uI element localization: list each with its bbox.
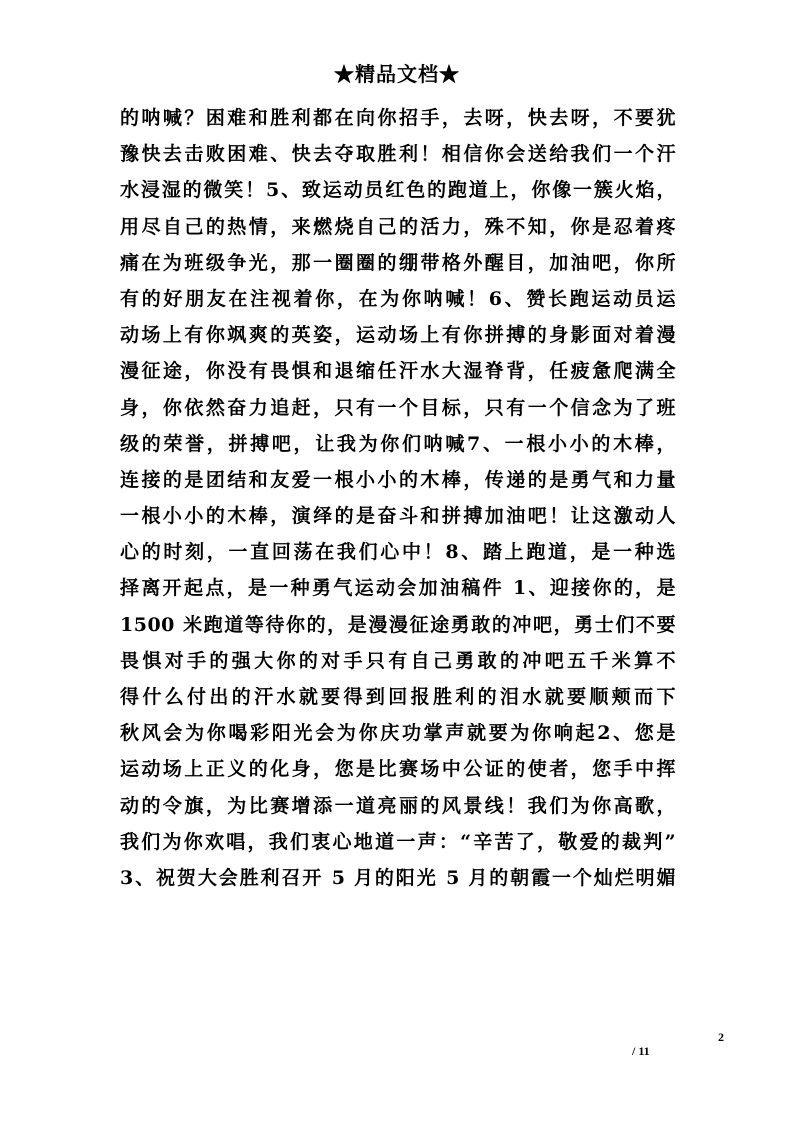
- text-line: 漫征途，你没有畏惧和退缩任汗水大湿脊背，任疲惫爬满全: [120, 360, 676, 383]
- text-line: 畏惧对手的强大你的对手只有自己勇敢的冲吧五千米算不: [120, 649, 676, 672]
- document-body: [120, 100, 676, 896]
- text-line: 连接的是团结和友爱一根小小的木棒，传递的是勇气和力量: [120, 468, 676, 491]
- document-header-title: ★精品文档★: [334, 62, 460, 86]
- text-line: 的呐喊？困难和胜利都在向你招手，去呀，快去呀，不要犹: [120, 107, 676, 129]
- text-line: 我们为你欢唱，我们衷心地道一声：“辛苦了，敬爱的裁判”: [120, 830, 676, 853]
- text-line: 动的令旗，为比赛增添一道亮丽的风景线！我们为你高歌，: [120, 794, 676, 817]
- text-line: 身，你依然奋力追赶，只有一个目标，只有一个信念为了班: [120, 396, 676, 419]
- text-line: 择离开起点，是一种勇气运动会加油稿件 1、迎接你的，是: [120, 577, 676, 600]
- text-line: 一根小小的木棒，演绎的是奋斗和拼搏加油吧！让这激动人: [120, 505, 676, 528]
- text-line: 3、祝贺大会胜利召开 5 月的阳光 5 月的朝霞一个灿烂明媚: [120, 866, 676, 889]
- text-line: 痛在为班级争光，那一圈圈的绷带格外醒目，加油吧，你所: [120, 251, 676, 274]
- text-line: 心的时刻，一直回荡在我们心中！8、踏上跑道，是一种选: [120, 541, 676, 564]
- text-line: 用尽自己的热情，来燃烧自己的活力，殊不知，你是忍着疼: [120, 215, 676, 238]
- text-line: 有的好朋友在注视着你，在为你呐喊！6、赞长跑运动员运: [120, 287, 676, 310]
- text-line: 水浸湿的微笑！5、致运动员红色的跑道上，你像一簇火焰，: [120, 179, 676, 202]
- page-total: / 11: [632, 1044, 650, 1058]
- text-line: 级的荣誉，拼搏吧，让我为你们呐喊7、一根小小的木棒，: [120, 432, 676, 455]
- text-line: 豫快去击败困难、快去夺取胜利！相信你会送给我们一个汗: [120, 143, 676, 166]
- text-line: 秋风会为你喝彩阳光会为你庆功掌声就要为你响起2、您是: [120, 722, 676, 745]
- text-line: 动场上有你飒爽的英姿，运动场上有你拼搏的身影面对着漫: [120, 324, 676, 347]
- page-number: 2: [718, 1030, 724, 1044]
- text-line: 得什么付出的汗水就要得到回报胜利的泪水就要顺颊而下: [120, 686, 676, 708]
- text-line: 1500 米跑道等待你的，是漫漫征途勇敢的冲吧，勇士们不要: [120, 613, 676, 636]
- text-line: 运动场上正义的化身，您是比赛场中公证的使者，您手中挥: [120, 758, 676, 781]
